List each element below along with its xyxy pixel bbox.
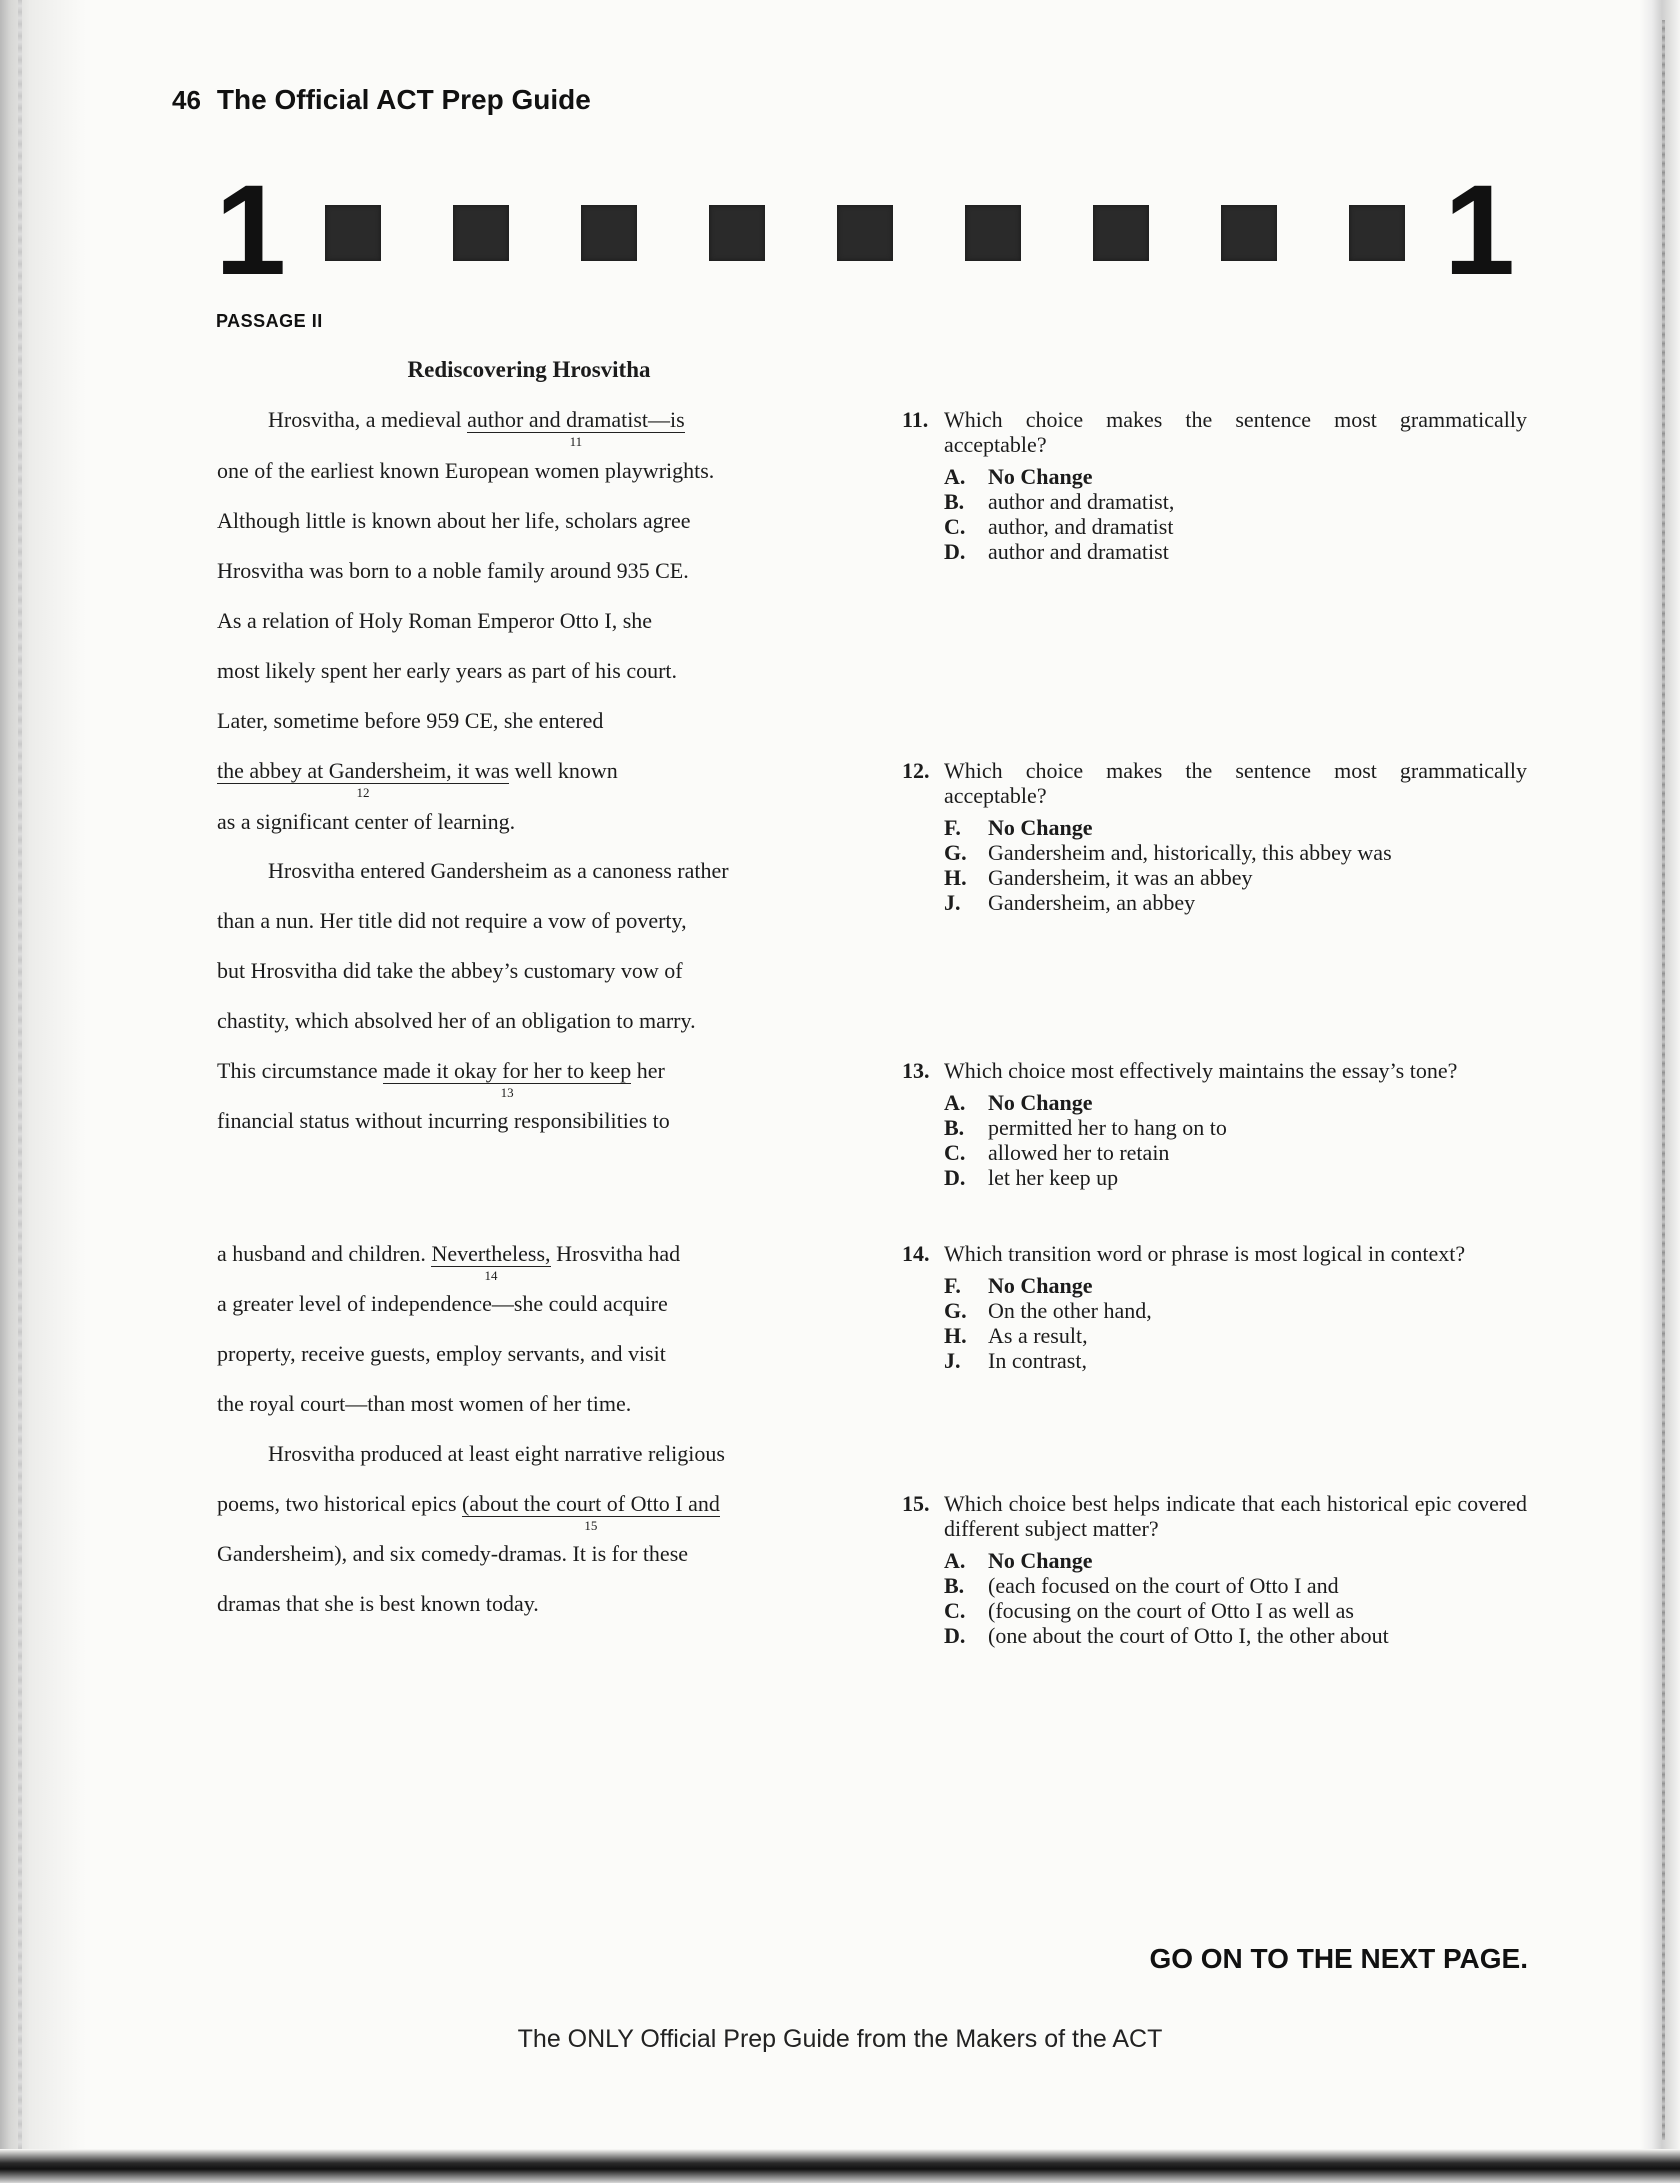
question-text: Which choice best helps indicate that each historical epic covered different subject matter? xyxy=(944,1491,1527,1541)
passage-line: Although little is known about her life, scholars agree xyxy=(217,508,691,533)
page-edge-bottom xyxy=(0,2149,1680,2183)
question-number: 14. xyxy=(902,1241,930,1266)
passage-line: poems, two historical epics (about the court of Otto I and 15 xyxy=(217,1491,720,1533)
passage-title: Rediscovering Hrosvitha xyxy=(407,357,651,382)
underlined-portion-14[interactable]: Nevertheless, 14 xyxy=(431,1241,551,1283)
go-on-notice: GO ON TO THE NEXT PAGE. xyxy=(1149,1943,1528,1974)
banner-square xyxy=(1093,205,1149,261)
passage-line: but Hrosvitha did take the abbey’s customary vow of xyxy=(217,958,683,983)
question-text: Which choice most effectively maintains the essay’s tone? xyxy=(944,1058,1458,1083)
answer-option[interactable]: B. (each focused on the court of Otto I and xyxy=(944,1573,1339,1598)
passage-line: a husband and children. Nevertheless, 14 Hrosvitha had xyxy=(217,1241,681,1283)
running-header xyxy=(172,84,591,116)
passage-line: most likely spent her early years as part of his court. xyxy=(217,658,678,683)
passage-line: than a nun. Her title did not require a vow of poverty, xyxy=(217,908,687,933)
passage-line: property, receive guests, employ servants, and visit xyxy=(217,1341,666,1366)
banner-square xyxy=(709,205,765,261)
question-number: 13. xyxy=(902,1058,930,1083)
banner-square xyxy=(965,205,1021,261)
question-13 xyxy=(902,1058,1527,1190)
answer-option[interactable]: A. No Change xyxy=(944,1090,1093,1115)
section-number-left: 1 xyxy=(215,159,287,302)
passage-label: PASSAGE II xyxy=(216,311,323,331)
banner-square xyxy=(581,205,637,261)
question-marker: 13 xyxy=(500,1085,514,1100)
banner-square xyxy=(1349,205,1405,261)
book-title: The Official ACT Prep Guide xyxy=(216,84,591,115)
underlined-portion-11[interactable]: author and dramatist—is 11 xyxy=(467,407,685,449)
passage-line: Hrosvitha produced at least eight narrative religious xyxy=(268,1441,725,1466)
passage-line: chastity, which absolved her of an obligation to marry. xyxy=(217,1008,696,1033)
answer-option[interactable]: G. On the other hand, xyxy=(944,1298,1152,1323)
question-marker: 12 xyxy=(356,785,370,800)
answer-option[interactable]: H. Gandersheim, it was an abbey xyxy=(944,865,1253,890)
question-number: 12. xyxy=(902,758,930,783)
banner-square xyxy=(453,205,509,261)
book-spine-shadow xyxy=(0,0,86,2183)
answer-option[interactable]: H. As a result, xyxy=(944,1323,1088,1348)
passage-line: Gandersheim), and six comedy-dramas. It is for these xyxy=(217,1541,689,1566)
answer-option[interactable]: A. No Change xyxy=(944,464,1093,489)
question-12 xyxy=(902,758,1527,915)
passage-line: Hrosvitha entered Gandersheim as a canoness rather xyxy=(268,858,729,883)
question-text: Which choice makes the sentence most grammatically acceptable? xyxy=(944,407,1527,457)
question-marker: 14 xyxy=(484,1268,498,1283)
passage-line: a greater level of independence—she could acquire xyxy=(217,1291,668,1316)
answer-option[interactable]: F. No Change xyxy=(944,1273,1093,1298)
passage-line: This circumstance made it okay for her to keep 13 her xyxy=(217,1058,665,1100)
passage-line: as a significant center of learning. xyxy=(217,809,516,834)
banner-square xyxy=(1221,205,1277,261)
passage-line: the abbey at Gandersheim, it was 12 well known xyxy=(217,758,618,800)
answer-option[interactable]: D. author and dramatist xyxy=(944,539,1169,564)
section-banner xyxy=(215,159,1515,302)
answer-option[interactable]: B. author and dramatist, xyxy=(944,489,1175,514)
section-number-right: 1 xyxy=(1443,159,1515,302)
page-edge-right xyxy=(1640,0,1680,2183)
question-15 xyxy=(902,1491,1527,1648)
answer-option[interactable]: F. No Change xyxy=(944,815,1093,840)
question-number: 15. xyxy=(902,1491,930,1516)
question-marker: 11 xyxy=(569,434,583,449)
question-14 xyxy=(902,1241,1527,1373)
passage-line: dramas that she is best known today. xyxy=(217,1591,539,1616)
passage-line: financial status without incurring responsibilities to xyxy=(217,1108,670,1133)
passage-line: As a relation of Holy Roman Emperor Otto I, she xyxy=(217,608,653,633)
page-footer: The ONLY Official Prep Guide from the Makers of the ACT xyxy=(517,2025,1163,2053)
banner-square xyxy=(325,205,381,261)
passage-line: Hrosvitha, a medieval author and dramatist—is 11 xyxy=(268,407,685,449)
answer-option[interactable]: D. (one about the court of Otto I, the other about xyxy=(944,1623,1389,1648)
passage-line: Hrosvitha was born to a noble family around 935 CE. xyxy=(217,558,689,583)
passage-line: the royal court—than most women of her time. xyxy=(217,1391,632,1416)
answer-option[interactable]: J. Gandersheim, an abbey xyxy=(944,890,1196,915)
banner-square xyxy=(837,205,893,261)
underlined-portion-12[interactable]: the abbey at Gandersheim, it was 12 xyxy=(217,758,510,800)
question-11 xyxy=(902,407,1527,564)
question-text: Which transition word or phrase is most logical in context? xyxy=(944,1241,1466,1266)
answer-option[interactable]: C. allowed her to retain xyxy=(944,1140,1170,1165)
answer-option[interactable]: D. let her keep up xyxy=(944,1165,1119,1190)
answer-option[interactable]: J. In contrast, xyxy=(944,1348,1087,1373)
answer-option[interactable]: C. author, and dramatist xyxy=(944,514,1174,539)
question-marker: 15 xyxy=(584,1518,598,1533)
passage-line: one of the earliest known European women playwrights. xyxy=(217,458,715,483)
passage-line: Later, sometime before 959 CE, she entered xyxy=(217,708,604,733)
answer-option[interactable]: B. permitted her to hang on to xyxy=(944,1115,1227,1140)
page-number: 46 xyxy=(172,85,201,115)
question-number: 11. xyxy=(902,407,929,432)
underlined-portion-13[interactable]: made it okay for her to keep 13 xyxy=(383,1058,632,1100)
underlined-portion-15[interactable]: (about the court of Otto I and 15 xyxy=(462,1491,720,1533)
answer-option[interactable]: G. Gandersheim and, historically, this abbey was xyxy=(944,840,1392,865)
question-text: Which choice makes the sentence most grammatically acceptable? xyxy=(944,758,1527,808)
answer-option[interactable]: A. No Change xyxy=(944,1548,1093,1573)
answer-option[interactable]: C. (focusing on the court of Otto I as well as xyxy=(944,1598,1354,1623)
